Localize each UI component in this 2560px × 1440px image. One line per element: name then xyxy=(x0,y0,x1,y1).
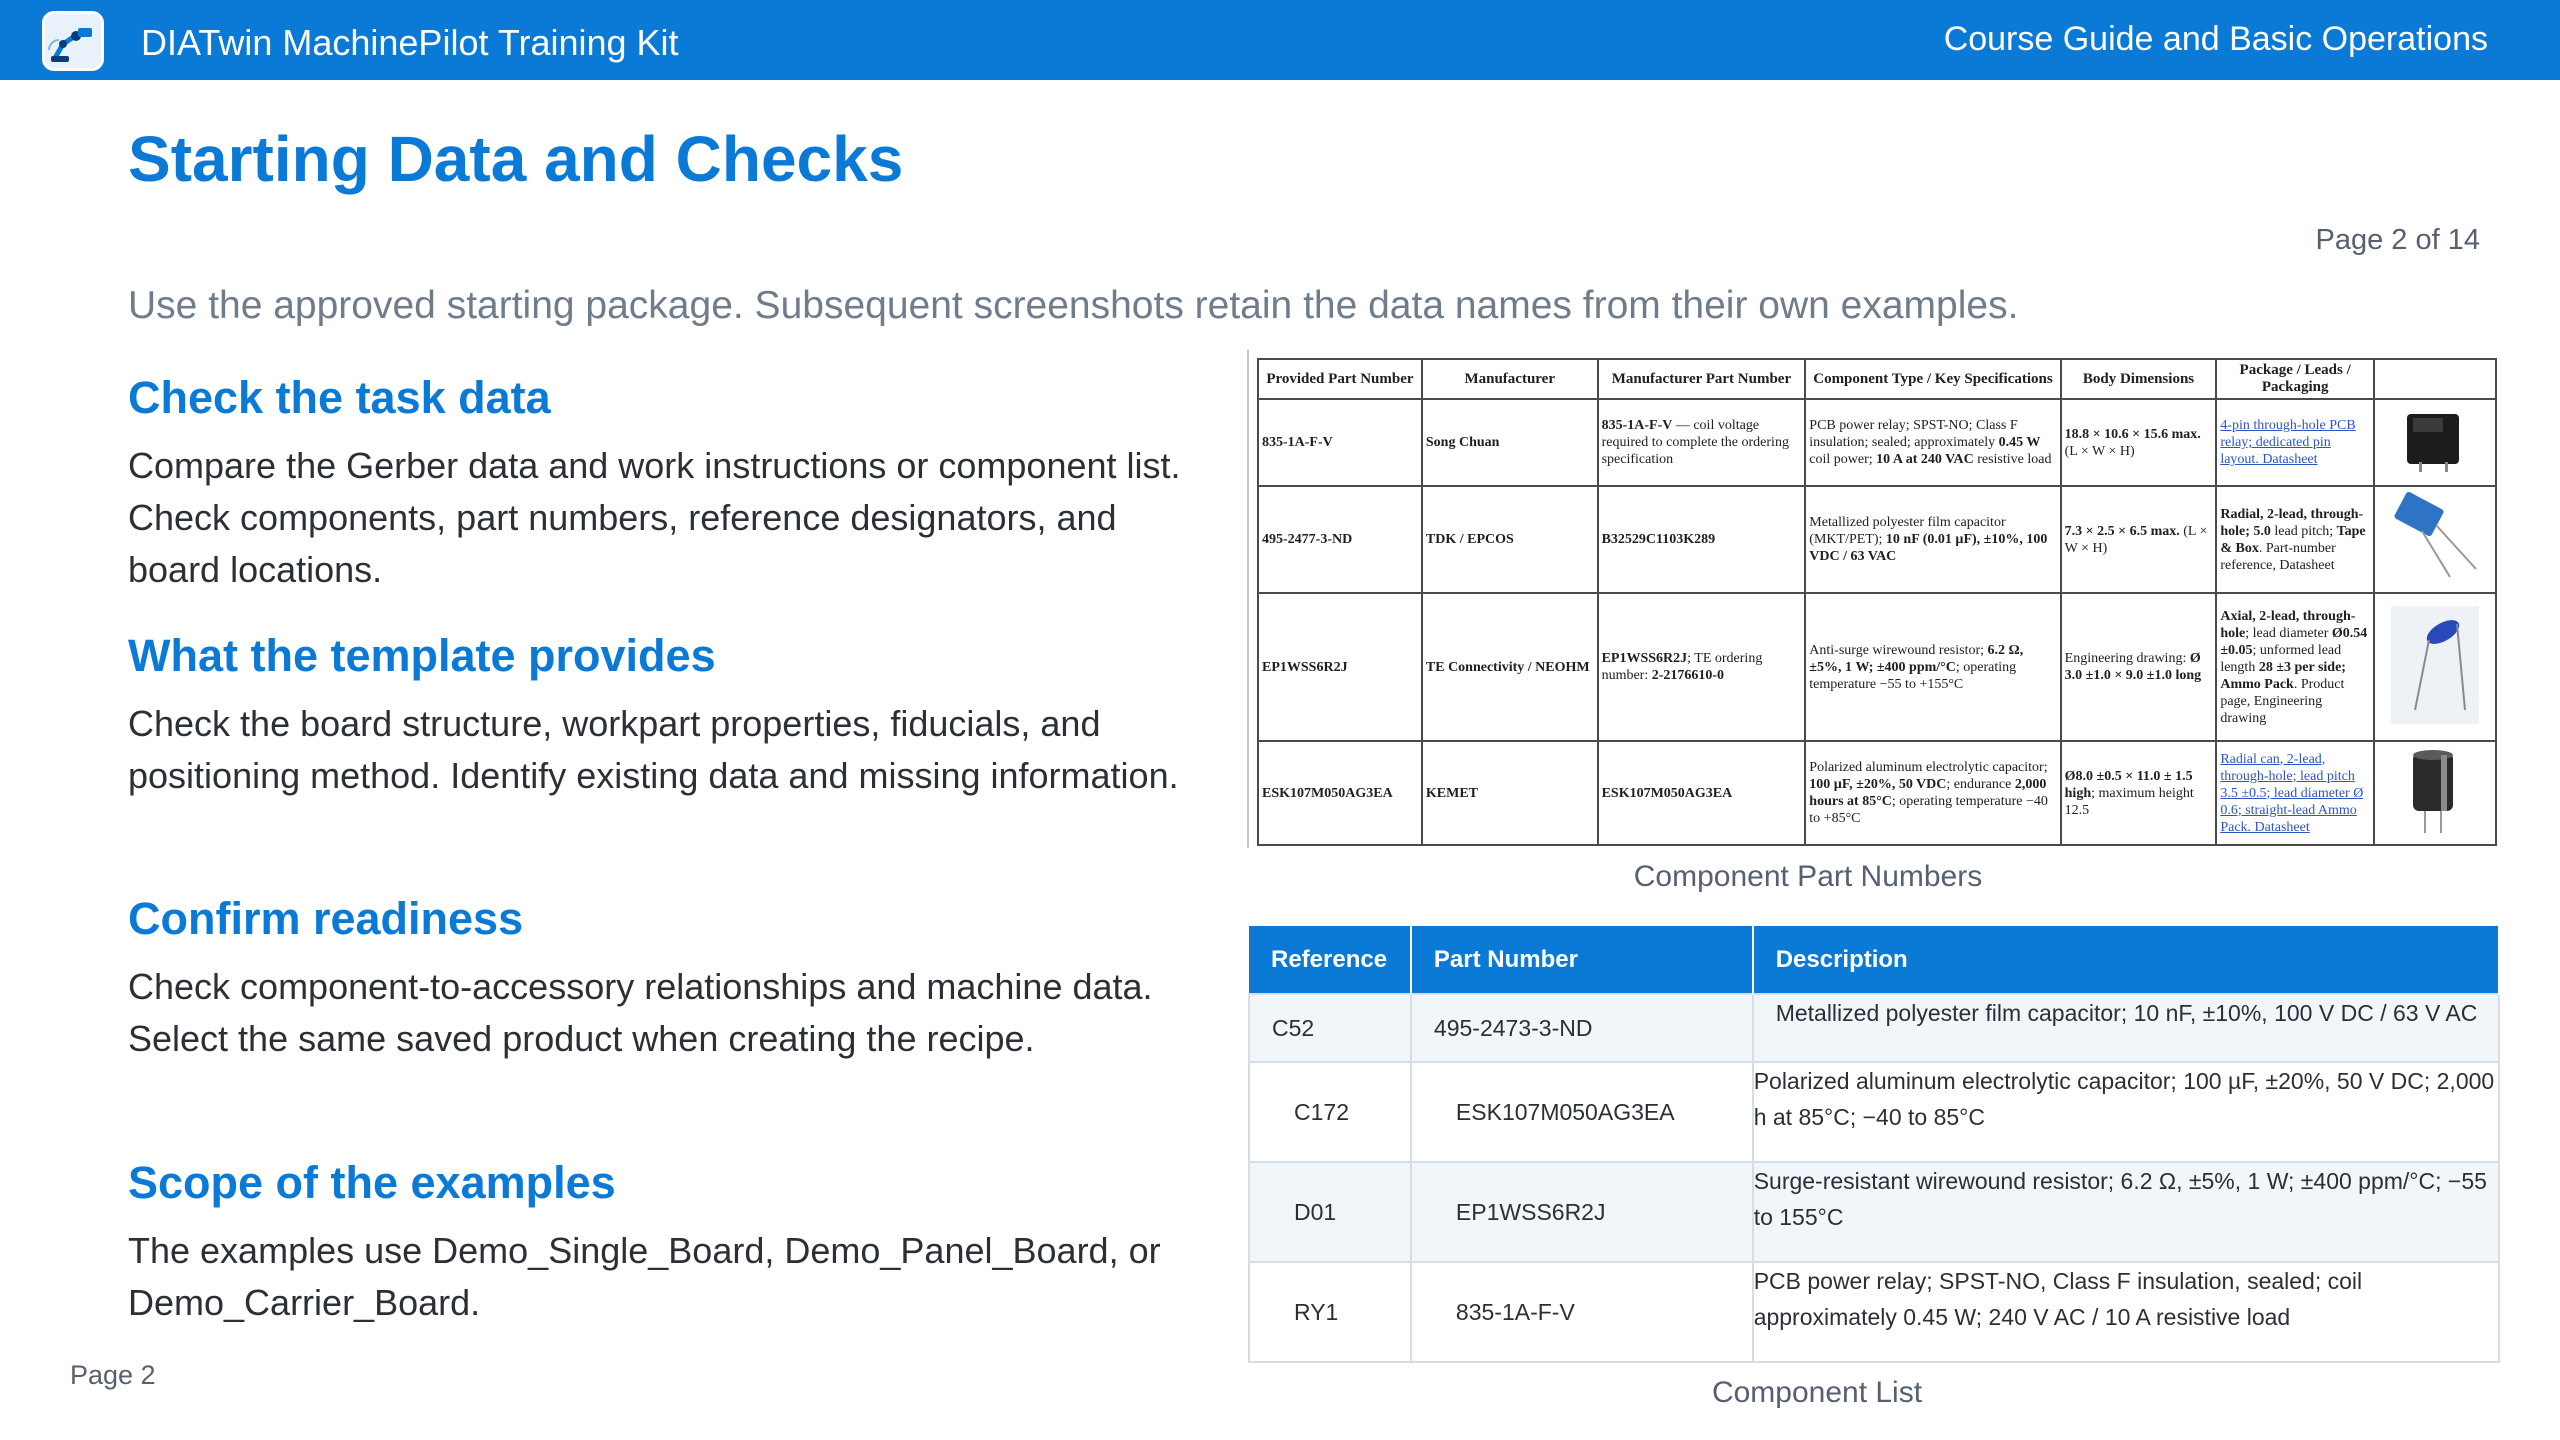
scan-type-text: resistive load xyxy=(1973,452,2052,467)
scan-dim-rest: ; maximum height 12.5 xyxy=(2064,785,2194,818)
table-header-row xyxy=(1249,926,2499,994)
cell-part-number: 495-2473-3-ND xyxy=(1411,994,1753,1062)
scan-mfr: TDK / EPCOS xyxy=(1422,486,1598,593)
scan-mpn xyxy=(1598,399,1806,486)
scan-header: Component Type / Key Specifications xyxy=(1805,359,2060,399)
scan-dim-bold: 18.8 × 10.6 × 15.6 max. xyxy=(2064,426,2201,442)
table-row xyxy=(1249,1262,2499,1362)
cell-reference: D01 xyxy=(1249,1162,1411,1262)
scan-part: 495-2477-3-ND xyxy=(1258,486,1422,593)
scan-type-text: −40 to +85°C xyxy=(1809,794,2048,826)
section-body: Check component-to-accessory relationships and machine data. Select the same saved product when creating the recipe. xyxy=(128,966,1153,1059)
cell-description: Metallized polyester film capacitor; 10 nF, ±10%, 100 V DC / 63 V AC xyxy=(1753,994,2499,1062)
cell-reference: C52 xyxy=(1249,994,1411,1062)
section-template-provides xyxy=(128,628,1208,802)
scan-pkg-bold: Axial, 2-lead, through-hole xyxy=(2220,608,2356,641)
scan-pkg xyxy=(2216,486,2374,593)
section-confirm-readiness xyxy=(128,891,1208,1065)
scan-mpn xyxy=(1598,593,1806,741)
robot-arm-app-icon[interactable] xyxy=(42,11,104,71)
scan-mfr: KEMET xyxy=(1422,741,1598,845)
relay-photo xyxy=(2374,399,2496,486)
column-header-part-number: Part Number xyxy=(1411,926,1753,994)
section-body: The examples use Demo_Single_Board, Demo_Panel_Board, or Demo_Carrier_Board. xyxy=(128,1230,1161,1323)
scan-type-text: Metallized polyester film capacitor (MKT/PET); xyxy=(1809,515,2006,547)
scan-type-text: −55 to +155°C xyxy=(1879,676,1964,692)
wirewound-resistor-photo xyxy=(2374,593,2496,741)
section-heading: What the template provides xyxy=(128,630,716,681)
scan-part: ESK107M050AG3EA xyxy=(1258,741,1422,845)
section-body: Compare the Gerber data and work instructions or component list. Check components, part numbers, reference designators, and board locations. xyxy=(128,445,1181,590)
scan-dim-rest: (L × W × H) xyxy=(2064,443,2135,459)
scan-pkg-bold: Radial, 2-lead, through-hole; 5.0 xyxy=(2220,506,2364,539)
scan-pkg-link[interactable]: 4-pin through-hole PCB relay; dedicated pin layout. Datasheet xyxy=(2216,399,2374,486)
scan-mpn: ESK107M050AG3EA xyxy=(1598,741,1806,845)
scan-pkg-text: ; unformed lead length xyxy=(2220,642,2342,675)
part-number-scan-table xyxy=(1257,358,2497,846)
scan-type-text: Polarized aluminum electrolytic capacitor; xyxy=(1809,760,2048,775)
scan-dim-text: Engineering drawing: xyxy=(2064,651,2190,666)
table-row xyxy=(1249,994,2499,1062)
scan-dim xyxy=(2061,741,2217,845)
scan-part: EP1WSS6R2J xyxy=(1258,593,1422,741)
scan-type-bold: 100 µF, ±20%, 50 VDC xyxy=(1809,777,1947,792)
scan-row xyxy=(1258,593,2496,741)
datasheet-screenshot xyxy=(1247,350,2497,848)
cell-reference: RY1 xyxy=(1249,1262,1411,1362)
section-heading: Confirm readiness xyxy=(128,893,524,944)
scan-pkg-text: lead pitch; xyxy=(2270,523,2337,539)
scan-type-text: ; operating temperature xyxy=(1891,794,2027,809)
scan-dim xyxy=(2061,593,2217,741)
scan-pkg-text: ; lead diameter xyxy=(2245,625,2332,641)
scan-header: Body Dimensions xyxy=(2061,359,2217,399)
cell-part-number: EP1WSS6R2J xyxy=(1411,1162,1753,1262)
scan-mpn-bold: 2-2176610-0 xyxy=(1651,668,1725,683)
scan-header: Manufacturer Part Number xyxy=(1598,359,1806,399)
scan-mpn-bold: EP1WSS6R2J xyxy=(1601,651,1688,666)
footer-page-number: Page 2 xyxy=(70,1360,156,1390)
scan-mpn-rest: ; TE ordering number: xyxy=(1601,651,1763,683)
app-title: DIATwin MachinePilot Training Kit xyxy=(141,22,679,63)
table-row xyxy=(1249,1062,2499,1162)
scan-pkg-text: . Part-number reference, Datasheet xyxy=(2220,540,2336,573)
scan-type-text: PCB power relay; SPST-NO; Class F insulation; sealed; approximately xyxy=(1809,418,2018,450)
scan-type-text: coil power; xyxy=(1809,452,1877,467)
scan-type xyxy=(1805,741,2060,845)
scan-dim-bold: 7.3 × 2.5 × 6.5 max. xyxy=(2064,523,2180,539)
scan-type xyxy=(1805,486,2060,593)
column-header-reference: Reference xyxy=(1249,926,1411,994)
scan-mpn-bold: 835-1A-F-V xyxy=(1601,418,1673,433)
component-list-table xyxy=(1248,926,2500,1363)
scan-header: Package / Leads / Packaging xyxy=(2216,359,2374,399)
section-body: Check the board structure, workpart properties, fiducials, and positioning method. Identify existing data and missing information. xyxy=(128,703,1179,796)
scan-pkg-bold: Ø0.54 ±0.05 xyxy=(2220,625,2368,658)
scan-type-bold: 10 nF (0.01 µF), ±10%, 100 VDC / 63 VAC xyxy=(1809,532,2048,564)
scan-row xyxy=(1258,486,2496,593)
scan-mpn: B32529C1103K289 xyxy=(1598,486,1806,593)
film-capacitor-photo xyxy=(2374,486,2496,593)
cell-description: Surge-resistant wirewound resistor; 6.2 Ω, ±5%, 1 W; ±400 ppm/°C; −55 to 155°C xyxy=(1753,1162,2499,1262)
scan-type-bold: 0.45 W xyxy=(1998,435,2041,450)
scan-type-bold: 6.2 Ω, ±5%, 1 W; ±400 ppm/°C xyxy=(1809,642,2024,675)
scan-header: Provided Part Number xyxy=(1258,359,1422,399)
section-heading: Scope of the examples xyxy=(128,1157,616,1208)
cell-description: Polarized aluminum electrolytic capacitor; 100 µF, ±20%, 50 V DC; 2,000 h at 85°C; −40 to 85°C xyxy=(1753,1062,2499,1162)
scan-type xyxy=(1805,399,2060,486)
scan-type-text: Anti-surge wirewound resistor; xyxy=(1809,642,1988,658)
scan-dim xyxy=(2061,399,2217,486)
scan-mpn-rest: — coil voltage required to complete the ordering specification xyxy=(1601,418,1789,467)
column-header-description: Description xyxy=(1753,926,2499,994)
scan-pkg-bold: 28 ±3 per side; Ammo Pack xyxy=(2220,659,2346,692)
scan-mfr: TE Connectivity / NEOHM xyxy=(1422,593,1598,741)
scan-header-image xyxy=(2374,359,2496,399)
scan-dim-bold: Ø8.0 ±0.5 × 11.0 ± 1.5 high xyxy=(2064,768,2193,801)
cell-part-number: 835-1A-F-V xyxy=(1411,1262,1753,1362)
cell-description: PCB power relay; SPST-NO, Class F insulation, sealed; coil approximately 0.45 W; 240 V AC / 10 A resistive load xyxy=(1753,1262,2499,1362)
page-count: Page 2 of 14 xyxy=(2315,224,2480,256)
section-scope-examples xyxy=(128,1155,1208,1329)
cell-reference: C172 xyxy=(1249,1062,1411,1162)
scan-part: 835-1A-F-V xyxy=(1258,399,1422,486)
scan-pkg xyxy=(2216,593,2374,741)
intro-text: Use the approved starting package. Subsequent screenshots retain the data names from their own examples. xyxy=(128,284,2019,327)
scan-row xyxy=(1258,399,2496,486)
header-bar xyxy=(0,0,2560,80)
scan-pkg-text: . Product page, Engineering drawing xyxy=(2220,676,2345,726)
scan-dim-rest: (L × W × H) xyxy=(2064,523,2208,556)
scan-header: Manufacturer xyxy=(1422,359,1598,399)
component-list-caption: Component List xyxy=(1711,1376,1923,1409)
cell-part-number: ESK107M050AG3EA xyxy=(1411,1062,1753,1162)
scan-type-text: ; endurance xyxy=(1946,777,2015,792)
scan-caption: Component Part Numbers xyxy=(1633,860,1983,893)
scan-pkg-link[interactable]: Radial can, 2-lead, through-hole; lead pitch 3.5 ±0.5; lead diameter Ø 0.6; straight-lead Ammo Pack. Datasheet xyxy=(2216,741,2374,845)
scan-type xyxy=(1805,593,2060,741)
scan-pkg-bold: Tape & Box xyxy=(2220,523,2366,556)
scan-type-bold: 2,000 hours at 85°C xyxy=(1809,777,2047,809)
scan-type-text: ; operating temperature xyxy=(1809,659,2017,692)
scan-type-bold: 10 A at 240 VAC xyxy=(1876,452,1974,467)
electrolytic-capacitor-photo xyxy=(2374,741,2496,845)
course-title: Course Guide and Basic Operations xyxy=(1943,20,2488,58)
section-check-task-data xyxy=(128,370,1208,596)
page-title: Starting Data and Checks xyxy=(128,123,904,195)
scan-dim xyxy=(2061,486,2217,593)
scan-row xyxy=(1258,741,2496,845)
section-heading: Check the task data xyxy=(128,372,551,423)
table-row xyxy=(1249,1162,2499,1262)
scan-mfr: Song Chuan xyxy=(1422,399,1598,486)
scan-dim-bold: Ø 3.0 ±1.0 × 9.0 ±1.0 long xyxy=(2064,651,2202,683)
